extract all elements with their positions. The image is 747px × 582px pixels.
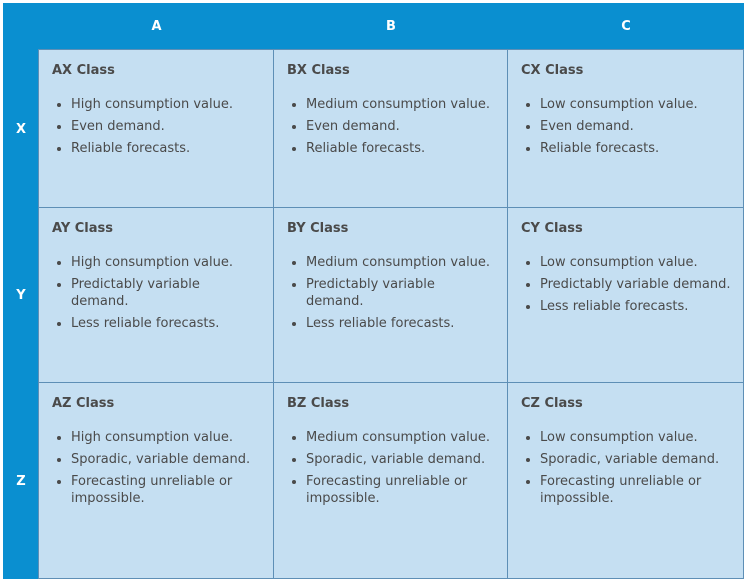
- list-item: • Even demand.: [306, 118, 495, 135]
- cell-cy: [508, 208, 744, 383]
- cell-bullets: [287, 96, 495, 157]
- list-item: • Reliable forecasts.: [540, 140, 731, 157]
- list-item: • Low consumption value.: [540, 96, 731, 113]
- cell-az: [38, 383, 274, 579]
- cell-bullets: [521, 96, 731, 157]
- list-item: • Sporadic, variable demand.: [306, 451, 495, 468]
- cell-bullets: [52, 429, 261, 507]
- cell-cz: [508, 383, 744, 579]
- list-item: • Low consumption value.: [540, 429, 731, 446]
- list-item: • Medium consumption value.: [306, 429, 495, 446]
- list-item: • Low consumption value.: [540, 254, 731, 271]
- cell-bullets: [521, 254, 731, 315]
- row-header-z: Z: [16, 473, 26, 489]
- cell-bullets: [287, 429, 495, 507]
- cell-title: CY Class: [521, 221, 583, 236]
- list-item: • Predictably variable demand.: [540, 276, 731, 293]
- cell-title: BY Class: [287, 221, 349, 236]
- list-item: • Sporadic, variable demand.: [540, 451, 731, 468]
- cell-ay: [38, 208, 274, 383]
- list-item: • High consumption value.: [71, 254, 261, 271]
- list-item: • Medium consumption value.: [306, 254, 495, 271]
- list-item: • Sporadic, variable demand.: [71, 451, 261, 468]
- cell-title: CZ Class: [521, 396, 583, 411]
- list-item: • Reliable forecasts.: [306, 140, 495, 157]
- cell-title: AY Class: [52, 221, 114, 236]
- cell-bullets: [52, 96, 261, 157]
- cell-bz: [274, 383, 508, 579]
- cell-title: BZ Class: [287, 396, 350, 411]
- cell-title: AX Class: [52, 63, 115, 78]
- abc-xyz-matrix: [3, 3, 744, 579]
- list-item: • Forecasting unreliable or impossible.: [306, 473, 495, 507]
- list-item: • Forecasting unreliable or impossible.: [71, 473, 261, 507]
- cell-title: AZ Class: [52, 396, 115, 411]
- list-item: • Predictably variable demand.: [306, 276, 495, 310]
- list-item: • Less reliable forecasts.: [540, 298, 731, 315]
- row-header-x: X: [15, 121, 27, 137]
- cell-bx: [274, 49, 508, 208]
- column-header-a: A: [151, 19, 162, 34]
- cell-by: [274, 208, 508, 383]
- list-item: • Predictably variable demand.: [71, 276, 261, 310]
- cell-bullets: [287, 254, 495, 332]
- list-item: • Less reliable forecasts.: [306, 315, 495, 332]
- list-item: • Even demand.: [71, 118, 261, 135]
- column-header-b: B: [386, 19, 396, 34]
- cell-title: CX Class: [521, 63, 584, 78]
- cell-bullets: [521, 429, 731, 507]
- list-item: • Reliable forecasts.: [71, 140, 261, 157]
- column-header-c: C: [621, 19, 631, 34]
- cell-bullets: [52, 254, 261, 332]
- list-item: • Even demand.: [540, 118, 731, 135]
- list-item: • Medium consumption value.: [306, 96, 495, 113]
- list-item: • Less reliable forecasts.: [71, 315, 261, 332]
- cell-title: BX Class: [287, 63, 350, 78]
- cell-cx: [508, 49, 744, 208]
- cell-ax: [38, 49, 274, 208]
- list-item: • High consumption value.: [71, 429, 261, 446]
- list-item: • High consumption value.: [71, 96, 261, 113]
- row-header-y: Y: [16, 288, 26, 303]
- list-item: • Forecasting unreliable or impossible.: [540, 473, 731, 507]
